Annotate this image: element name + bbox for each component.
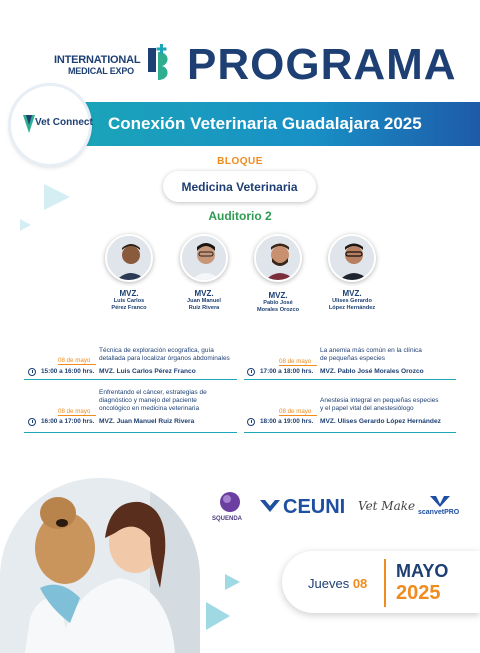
block-name: Medicina Veterinaria [181, 180, 298, 194]
speaker-photo [254, 234, 302, 282]
scanvet-icon [428, 492, 452, 508]
speaker-photo [328, 234, 376, 282]
event-day [308, 576, 367, 591]
session-topic: Anestesia integral en pequeñas especies [320, 397, 439, 404]
event-title: Conexión Veterinaria Guadalajara 2025 [108, 114, 422, 133]
sponsor-ceuni: CEUNI [283, 496, 346, 518]
session-date: 08 de mayo [58, 357, 91, 364]
expo-logo-mark [140, 42, 174, 82]
speaker-photo [180, 234, 228, 282]
partner-logo-text: Vet Connect [35, 117, 93, 128]
session-divider [24, 432, 237, 433]
ceuni-emblem [258, 497, 282, 515]
session-topic: diagnóstico y manejo del paciente [99, 397, 197, 404]
speaker-name: Pérez Franco [111, 305, 147, 311]
speaker-card [328, 234, 376, 282]
date-underline [279, 415, 317, 416]
speaker-name: Luis Carlos [113, 298, 145, 304]
event-year: 2025 [396, 582, 441, 604]
speaker-photo [105, 234, 153, 282]
speaker-card [180, 234, 228, 282]
session-divider [24, 379, 237, 380]
session-topic: Técnica de exploración ecografica, guía [99, 347, 214, 354]
expo-logo-line1: INTERNATIONAL [54, 54, 141, 66]
session-speaker: MVZ. Pablo José Morales Orozco [320, 368, 424, 375]
sponsor-squenda: SQUENDA [212, 516, 243, 522]
session-speaker: MVZ. Juan Manuel Ruiz Rivera [99, 418, 195, 425]
session-topic: oncológico en medicina veterinaria [99, 405, 200, 412]
session-time: 15:00 a 16:00 hrs. [41, 368, 95, 375]
session-divider [244, 379, 456, 380]
speaker-name: Juan Manuel [187, 298, 221, 304]
day-number: 08 [352, 576, 368, 591]
event-month: MAYO [396, 561, 449, 581]
vet-with-dog-photo [0, 478, 200, 653]
session-topic: Enfrentando el cáncer, estrategias de [99, 389, 207, 396]
session-date: 08 de mayo [58, 408, 91, 415]
block-label: BLOQUE [217, 156, 263, 167]
date-underline [279, 365, 317, 366]
clock-icon [247, 418, 255, 426]
date-divider [384, 559, 386, 607]
session-speaker: MVZ. Luis Carlos Pérez Franco [99, 368, 196, 375]
speaker-card [105, 234, 153, 282]
session-time: 18:00 a 19:00 hrs. [260, 418, 314, 425]
expo-logo-line2: MEDICAL EXPO [68, 66, 134, 76]
clock-icon [247, 368, 255, 376]
session-date: 08 de mayo [279, 358, 312, 365]
session-topic: y el papel vital del anestesiólogo [320, 405, 414, 412]
session-topic: La anemia más común en la clínica [320, 347, 422, 354]
page-title: PROGRAMA [187, 40, 457, 89]
sponsor-scanvet: scanvetPRO [418, 509, 460, 516]
decor-triangles-bottom [200, 568, 250, 638]
speaker-title: MVZ. [119, 289, 139, 298]
session-topic: de pequeñas especies [320, 355, 386, 362]
speaker-name: Ruiz Rivera [188, 305, 220, 311]
speaker-name: Morales Orozco [257, 307, 299, 313]
session-time: 17:00 a 18:00 hrs. [260, 368, 314, 375]
session-time: 16:00 a 17:00 hrs. [41, 418, 95, 425]
clock-icon [28, 368, 36, 376]
session-topic: detallada para localizar órganos abdominales [99, 355, 230, 362]
session-divider [244, 432, 456, 433]
clock-icon [28, 418, 36, 426]
sponsor-vet-make: Vet Make [358, 499, 416, 513]
day-label: Jueves [308, 576, 350, 591]
speaker-name: Ulises Gerardo [332, 298, 372, 304]
date-underline [58, 415, 96, 416]
speaker-name: López Hernández [328, 305, 376, 311]
speaker-name: Pablo José [263, 300, 293, 306]
speaker-title: MVZ. [268, 291, 288, 300]
date-underline [58, 364, 96, 365]
speaker-title: MVZ. [194, 289, 214, 298]
session-speaker: MVZ. Ulises Gerardo López Hernández [320, 418, 441, 425]
speaker-card [254, 234, 302, 282]
speaker-title: MVZ. [342, 289, 362, 298]
session-date: 08 de mayo [279, 408, 312, 415]
room-label: Auditorio 2 [208, 209, 272, 223]
